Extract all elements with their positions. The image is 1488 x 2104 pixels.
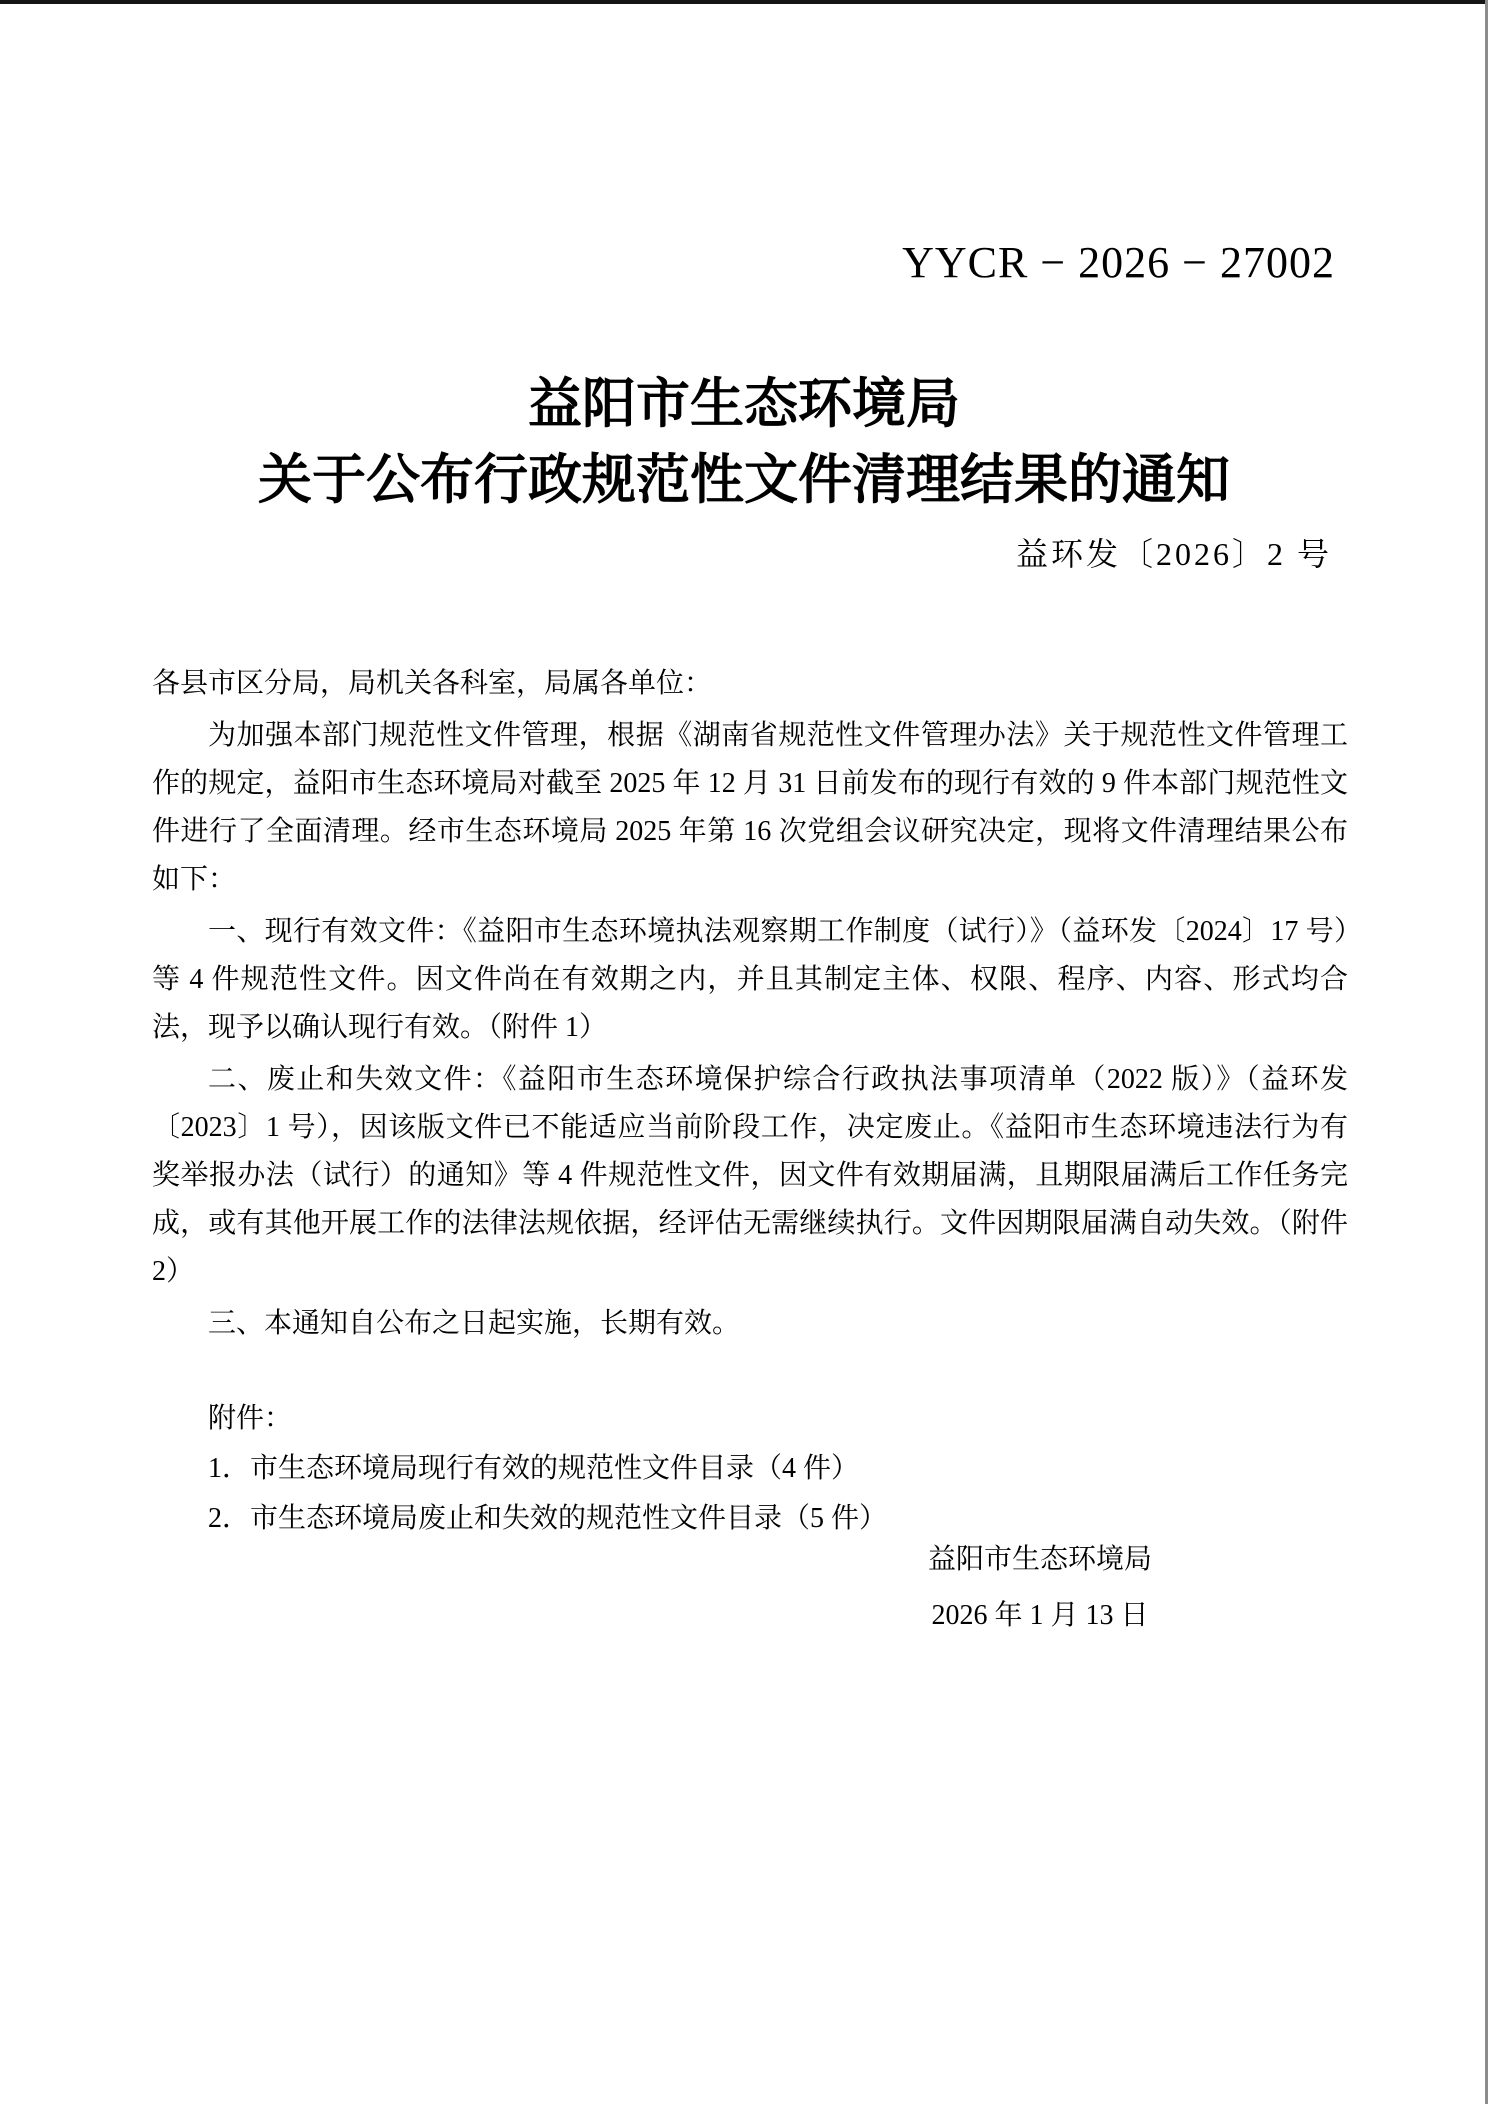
- body-paragraph-1: 为加强本部门规范性文件管理，根据《湖南省规范性文件管理办法》关于规范性文件管理工作的规定，益阳市生态环境局对截至 2025 年 12 月 31 日前发布的现行有效的 9 件本部门规范性文件进行了全面清理。经市生态环境局 2025 年第 16 次党组会议研究决定，现将文件清理结果公布如下：: [152, 720, 1348, 895]
- body-paragraph-3: 二、废止和失效文件：《益阳市生态环境保护综合行政执法事项清单（2022 版）》（益环发〔2023〕1 号），因该版文件已不能适应当前阶段工作，决定废止。《益阳市生态环境违法行为有奖举报办法（试行）的通知》等 4 件规范性文件，因文件有效期届满，且期限届满后工作任务完成，或有其他开展工作的法律法规依据，经评估无需继续执行。文件因期限届满自动失效。（附件 2）: [152, 1064, 1348, 1287]
- document-title: [0, 366, 1488, 518]
- doc-reference-code: YYCR − 2026 − 27002: [902, 238, 1335, 287]
- attachments-section: [152, 1394, 1348, 1544]
- document-body: [152, 660, 1348, 1544]
- title-line-1: 益阳市生态环境局: [528, 374, 960, 434]
- scan-edge-top: [0, 0, 1488, 4]
- signature-block: [800, 1532, 1280, 1644]
- signature-org: 益阳市生态环境局: [927, 1544, 1152, 1575]
- issue-number: 益环发〔2026〕2 号: [1015, 536, 1332, 572]
- attachments-label: 附件：: [208, 1403, 293, 1434]
- title-line-2: 关于公布行政规范性文件清理结果的通知: [258, 450, 1230, 510]
- body-paragraph-4: 三、本通知自公布之日起实施，长期有效。: [208, 1308, 741, 1339]
- signature-date: 2026 年 1 月 13 日: [931, 1600, 1149, 1631]
- salutation: 各县市区分局，局机关各科室，局属各单位：: [152, 668, 713, 699]
- attachment-item-2: 2．市生态环境局废止和失效的规范性文件目录（5 件）: [208, 1503, 888, 1534]
- body-paragraph-2: 一、现行有效文件：《益阳市生态环境执法观察期工作制度（试行）》（益环发〔2024〕17 号）等 4 件规范性文件。因文件尚在有效期之内，并且其制定主体、权限、程序、内容、形式均合法，现予以确认现行有效。（附件 1）: [152, 916, 1348, 1043]
- attachment-item-1: 1．市生态环境局现行有效的规范性文件目录（4 件）: [208, 1453, 860, 1484]
